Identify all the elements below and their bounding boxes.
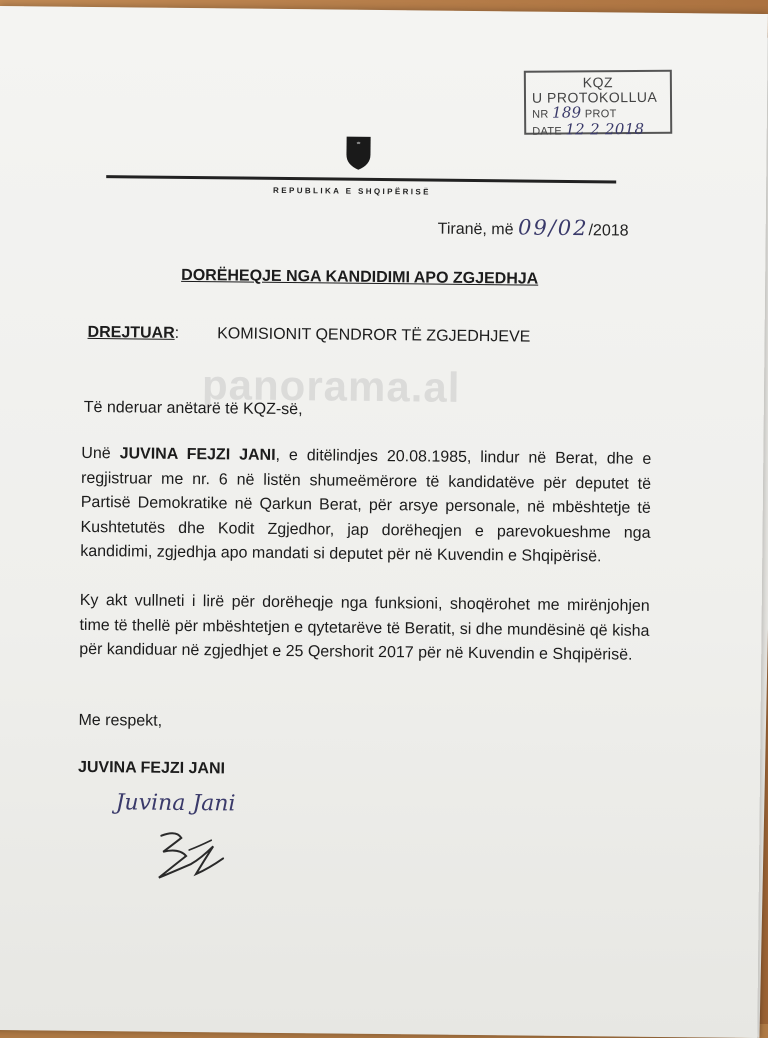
- stamp-date-label: DATE: [532, 125, 563, 138]
- stamp-prot-label: PROT: [584, 108, 617, 121]
- date-handwritten: 09/02: [517, 215, 589, 241]
- republic-header: REPUBLIKA E SHQIPËRISË: [273, 185, 431, 197]
- p1-after: , e ditëlindjes 20.08.1985, lindur në Berat, dhe e regjistruar me nr. 6 në listën shumeëmërore të kandidatëve për deputet të Partisë Demokratike në Qarkun Berat, për arsye personale, në mbështetje të Kushtetutës dhe Kodit Zgjedhor, jap dorëheqjen e parevokueshme nga kandidimi, zgjedhja apo mandati si deputet për në Kuvendin e Shqipërisë.: [80, 446, 652, 566]
- p1-name: JUVINA FEJZI JANI: [119, 445, 276, 464]
- stamp-nr-value: 189: [551, 103, 582, 122]
- date-prefix: Tiranë, më: [437, 220, 514, 239]
- addressee-label: DREJTUAR: [87, 323, 175, 342]
- date-year: /2018: [588, 222, 629, 240]
- date-line: [438, 215, 629, 241]
- protocol-stamp: [524, 70, 672, 139]
- stamp-authority: KQZ: [582, 74, 614, 91]
- watermark: panorama.al: [201, 361, 461, 411]
- handwritten-name: Juvina Jani: [115, 790, 236, 817]
- body-paragraph-2: Ky akt vullneti i lirë për dorëheqje nga funksioni, shoqërohet me mirënjohjen time të thellë për mbështetjen e qytetarëve të Beratit, si dhe mundësinë që kisha për kandiduar në zgjedhjet e 25 Qershorit 2017 për në Kuvendin e Shqipërisë.: [79, 591, 650, 664]
- body-paragraph-1: [80, 442, 651, 570]
- signature-icon: [141, 828, 242, 889]
- coat-of-arms-icon: [344, 135, 372, 171]
- document-title: DORËHEQJE NGA KANDIDIMI APO ZGJEDHJA: [181, 266, 539, 288]
- stamp-nr-label: NR: [532, 108, 549, 121]
- document-page: [0, 6, 768, 1038]
- header-rule: [106, 175, 616, 183]
- p1-before: Unë: [81, 444, 120, 463]
- signer-name: JUVINA FEJZI JANI: [77, 758, 226, 778]
- closing: Me respekt,: [78, 711, 163, 730]
- stamp-date-value: 12 2 2018: [565, 119, 645, 139]
- addressee-value: KOMISIONIT QENDROR TË ZGJEDHJEVE: [217, 325, 531, 346]
- greeting: Të nderuar anëtarë të KQZ-së,: [83, 398, 303, 419]
- stamp-status: U PROTOKOLLUA: [531, 88, 658, 106]
- addressee-line: DREJTUAR: KOMISIONIT QENDROR TË ZGJEDHJEVE: [87, 323, 531, 346]
